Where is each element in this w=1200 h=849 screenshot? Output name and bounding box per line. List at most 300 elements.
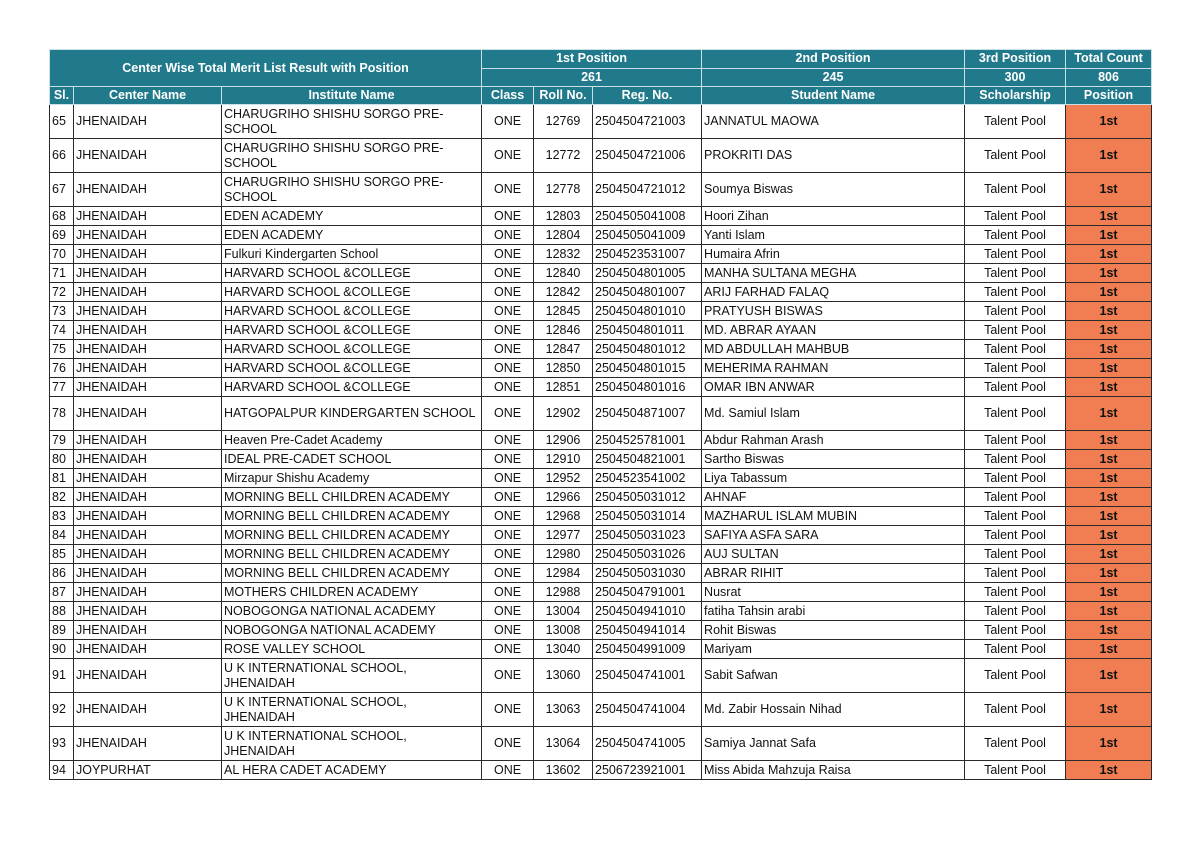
table-row <box>50 264 1152 283</box>
group-1st-position-count: 261 <box>482 68 702 87</box>
table-row <box>50 302 1152 321</box>
position-badge: 1st <box>1066 640 1152 659</box>
student-name: Humaira Afrin <box>702 245 965 264</box>
center-name: JHENAIDAH <box>74 469 222 488</box>
registration-number: 2504504801007 <box>593 283 702 302</box>
student-name: Sabit Safwan <box>702 659 965 693</box>
institute-name: HARVARD SCHOOL &COLLEGE <box>222 283 482 302</box>
student-name: Liya Tabassum <box>702 469 965 488</box>
institute-name: MORNING BELL CHILDREN ACADEMY <box>222 488 482 507</box>
class: ONE <box>482 526 534 545</box>
serial-number: 75 <box>50 340 74 359</box>
class: ONE <box>482 545 534 564</box>
serial-number: 91 <box>50 659 74 693</box>
roll-number: 12842 <box>534 283 593 302</box>
column-header-sl: Sl. <box>50 87 74 105</box>
roll-number: 12845 <box>534 302 593 321</box>
registration-number: 2504504801015 <box>593 359 702 378</box>
scholarship: Talent Pool <box>965 283 1066 302</box>
center-name: JHENAIDAH <box>74 564 222 583</box>
registration-number: 2504504821001 <box>593 450 702 469</box>
scholarship: Talent Pool <box>965 302 1066 321</box>
student-name: PROKRITI DAS <box>702 139 965 173</box>
center-name: JHENAIDAH <box>74 173 222 207</box>
student-name: AHNAF <box>702 488 965 507</box>
column-header-position: Position <box>1066 87 1152 105</box>
registration-number: 2504504801016 <box>593 378 702 397</box>
center-name: JHENAIDAH <box>74 640 222 659</box>
scholarship: Talent Pool <box>965 359 1066 378</box>
serial-number: 72 <box>50 283 74 302</box>
position-badge: 1st <box>1066 431 1152 450</box>
serial-number: 76 <box>50 359 74 378</box>
class: ONE <box>482 507 534 526</box>
roll-number: 12910 <box>534 450 593 469</box>
institute-name: U K INTERNATIONAL SCHOOL, JHENAIDAH <box>222 693 482 727</box>
institute-name: MORNING BELL CHILDREN ACADEMY <box>222 564 482 583</box>
serial-number: 65 <box>50 105 74 139</box>
serial-number: 94 <box>50 761 74 780</box>
scholarship: Talent Pool <box>965 545 1066 564</box>
position-badge: 1st <box>1066 321 1152 340</box>
institute-name: HARVARD SCHOOL &COLLEGE <box>222 359 482 378</box>
scholarship: Talent Pool <box>965 321 1066 340</box>
serial-number: 66 <box>50 139 74 173</box>
table-row <box>50 761 1152 780</box>
position-badge: 1st <box>1066 340 1152 359</box>
table-row <box>50 659 1152 693</box>
registration-number: 2504504991009 <box>593 640 702 659</box>
registration-number: 2504504801005 <box>593 264 702 283</box>
serial-number: 82 <box>50 488 74 507</box>
table-row <box>50 173 1152 207</box>
student-name: Samiya Jannat Safa <box>702 727 965 761</box>
table-row <box>50 359 1152 378</box>
position-badge: 1st <box>1066 761 1152 780</box>
center-name: JHENAIDAH <box>74 693 222 727</box>
class: ONE <box>482 283 534 302</box>
class: ONE <box>482 564 534 583</box>
scholarship: Talent Pool <box>965 431 1066 450</box>
institute-name: HATGOPALPUR KINDERGARTEN SCHOOL <box>222 397 482 431</box>
center-name: JHENAIDAH <box>74 340 222 359</box>
serial-number: 78 <box>50 397 74 431</box>
class: ONE <box>482 105 534 139</box>
scholarship: Talent Pool <box>965 583 1066 602</box>
roll-number: 12803 <box>534 207 593 226</box>
registration-number: 2504504801012 <box>593 340 702 359</box>
table-row <box>50 602 1152 621</box>
class: ONE <box>482 378 534 397</box>
scholarship: Talent Pool <box>965 693 1066 727</box>
institute-name: NOBOGONGA NATIONAL ACADEMY <box>222 621 482 640</box>
roll-number: 12850 <box>534 359 593 378</box>
center-name: JHENAIDAH <box>74 139 222 173</box>
registration-number: 2504504801010 <box>593 302 702 321</box>
roll-number: 12804 <box>534 226 593 245</box>
institute-name: ROSE VALLEY SCHOOL <box>222 640 482 659</box>
position-badge: 1st <box>1066 283 1152 302</box>
roll-number: 12968 <box>534 507 593 526</box>
roll-number: 12984 <box>534 564 593 583</box>
registration-number: 2504525781001 <box>593 431 702 450</box>
center-name: JHENAIDAH <box>74 431 222 450</box>
student-name: JANNATUL MAOWA <box>702 105 965 139</box>
registration-number: 2504504741005 <box>593 727 702 761</box>
scholarship: Talent Pool <box>965 761 1066 780</box>
student-name: Mariyam <box>702 640 965 659</box>
position-badge: 1st <box>1066 264 1152 283</box>
institute-name: AL HERA CADET ACADEMY <box>222 761 482 780</box>
class: ONE <box>482 321 534 340</box>
position-badge: 1st <box>1066 105 1152 139</box>
student-name: Abdur Rahman Arash <box>702 431 965 450</box>
group-3rd-position-count: 300 <box>965 68 1066 87</box>
table-row <box>50 583 1152 602</box>
serial-number: 67 <box>50 173 74 207</box>
table-row <box>50 469 1152 488</box>
table-row <box>50 105 1152 139</box>
serial-number: 93 <box>50 727 74 761</box>
scholarship: Talent Pool <box>965 659 1066 693</box>
student-name: ABRAR RIHIT <box>702 564 965 583</box>
scholarship: Talent Pool <box>965 264 1066 283</box>
institute-name: HARVARD SCHOOL &COLLEGE <box>222 264 482 283</box>
column-header-roll-no: Roll No. <box>534 87 593 105</box>
table-row <box>50 378 1152 397</box>
serial-number: 69 <box>50 226 74 245</box>
center-name: JHENAIDAH <box>74 727 222 761</box>
institute-name: MORNING BELL CHILDREN ACADEMY <box>222 545 482 564</box>
column-header-institute-name: Institute Name <box>222 87 482 105</box>
roll-number: 12769 <box>534 105 593 139</box>
merit-rows <box>50 105 1152 780</box>
institute-name: CHARUGRIHO SHISHU SORGO PRE-SCHOOL <box>222 173 482 207</box>
position-badge: 1st <box>1066 564 1152 583</box>
column-header-class: Class <box>482 87 534 105</box>
registration-number: 2504504721003 <box>593 105 702 139</box>
group-1st-position-label: 1st Position <box>482 50 702 69</box>
class: ONE <box>482 583 534 602</box>
center-name: JHENAIDAH <box>74 207 222 226</box>
registration-number: 2504504721006 <box>593 139 702 173</box>
student-name: Hoori Zihan <box>702 207 965 226</box>
center-name: JHENAIDAH <box>74 226 222 245</box>
scholarship: Talent Pool <box>965 245 1066 264</box>
center-name: JHENAIDAH <box>74 321 222 340</box>
center-name: JHENAIDAH <box>74 302 222 321</box>
center-name: JHENAIDAH <box>74 450 222 469</box>
table-row <box>50 488 1152 507</box>
center-name: JHENAIDAH <box>74 659 222 693</box>
student-name: Rohit Biswas <box>702 621 965 640</box>
center-name: JOYPURHAT <box>74 761 222 780</box>
column-header-scholarship: Scholarship <box>965 87 1066 105</box>
group-total-count-value: 806 <box>1066 68 1152 87</box>
center-name: JHENAIDAH <box>74 378 222 397</box>
position-badge: 1st <box>1066 450 1152 469</box>
institute-name: HARVARD SCHOOL &COLLEGE <box>222 378 482 397</box>
table-row <box>50 727 1152 761</box>
table-row <box>50 139 1152 173</box>
center-name: JHENAIDAH <box>74 583 222 602</box>
student-name: Soumya Biswas <box>702 173 965 207</box>
scholarship: Talent Pool <box>965 173 1066 207</box>
merit-list-table <box>49 49 1152 780</box>
scholarship: Talent Pool <box>965 564 1066 583</box>
institute-name: EDEN ACADEMY <box>222 207 482 226</box>
roll-number: 13060 <box>534 659 593 693</box>
serial-number: 80 <box>50 450 74 469</box>
class: ONE <box>482 207 534 226</box>
column-header-reg-no: Reg. No. <box>593 87 702 105</box>
class: ONE <box>482 621 534 640</box>
table-row <box>50 450 1152 469</box>
position-badge: 1st <box>1066 139 1152 173</box>
table-row <box>50 526 1152 545</box>
table-row <box>50 226 1152 245</box>
table-row <box>50 621 1152 640</box>
group-3rd-position-label: 3rd Position <box>965 50 1066 69</box>
registration-number: 2504504721012 <box>593 173 702 207</box>
student-name: OMAR IBN ANWAR <box>702 378 965 397</box>
table-row <box>50 397 1152 431</box>
position-badge: 1st <box>1066 302 1152 321</box>
serial-number: 85 <box>50 545 74 564</box>
scholarship: Talent Pool <box>965 507 1066 526</box>
class: ONE <box>482 469 534 488</box>
class: ONE <box>482 139 534 173</box>
registration-number: 2504505031023 <box>593 526 702 545</box>
institute-name: CHARUGRIHO SHISHU SORGO PRE-SCHOOL <box>222 139 482 173</box>
scholarship: Talent Pool <box>965 727 1066 761</box>
serial-number: 86 <box>50 564 74 583</box>
student-name: Md. Samiul Islam <box>702 397 965 431</box>
report-title: Center Wise Total Merit List Result with Position <box>50 50 482 87</box>
serial-number: 92 <box>50 693 74 727</box>
class: ONE <box>482 431 534 450</box>
institute-name: HARVARD SCHOOL &COLLEGE <box>222 340 482 359</box>
scholarship: Talent Pool <box>965 207 1066 226</box>
roll-number: 13064 <box>534 727 593 761</box>
column-header-center-name: Center Name <box>74 87 222 105</box>
roll-number: 12772 <box>534 139 593 173</box>
roll-number: 13004 <box>534 602 593 621</box>
roll-number: 12966 <box>534 488 593 507</box>
center-name: JHENAIDAH <box>74 602 222 621</box>
table-row <box>50 693 1152 727</box>
position-badge: 1st <box>1066 602 1152 621</box>
column-header-student-name: Student Name <box>702 87 965 105</box>
position-badge: 1st <box>1066 207 1152 226</box>
class: ONE <box>482 488 534 507</box>
center-name: JHENAIDAH <box>74 526 222 545</box>
position-badge: 1st <box>1066 226 1152 245</box>
student-name: MD. ABRAR AYAAN <box>702 321 965 340</box>
position-badge: 1st <box>1066 173 1152 207</box>
student-name: AUJ SULTAN <box>702 545 965 564</box>
registration-number: 2504504741004 <box>593 693 702 727</box>
registration-number: 2504505031026 <box>593 545 702 564</box>
student-name: Sartho Biswas <box>702 450 965 469</box>
institute-name: CHARUGRIHO SHISHU SORGO PRE-SCHOOL <box>222 105 482 139</box>
table-row <box>50 283 1152 302</box>
class: ONE <box>482 397 534 431</box>
serial-number: 70 <box>50 245 74 264</box>
scholarship: Talent Pool <box>965 488 1066 507</box>
class: ONE <box>482 727 534 761</box>
student-name: Yanti Islam <box>702 226 965 245</box>
table-row <box>50 564 1152 583</box>
class: ONE <box>482 602 534 621</box>
roll-number: 13063 <box>534 693 593 727</box>
registration-number: 2504523541002 <box>593 469 702 488</box>
serial-number: 84 <box>50 526 74 545</box>
registration-number: 2504504941014 <box>593 621 702 640</box>
class: ONE <box>482 173 534 207</box>
position-badge: 1st <box>1066 659 1152 693</box>
scholarship: Talent Pool <box>965 378 1066 397</box>
serial-number: 77 <box>50 378 74 397</box>
registration-number: 2504523531007 <box>593 245 702 264</box>
group-total-count-label: Total Count <box>1066 50 1152 69</box>
registration-number: 2504505031030 <box>593 564 702 583</box>
roll-number: 13602 <box>534 761 593 780</box>
roll-number: 12980 <box>534 545 593 564</box>
student-name: fatiha Tahsin arabi <box>702 602 965 621</box>
student-name: Miss Abida Mahzuja Raisa <box>702 761 965 780</box>
class: ONE <box>482 640 534 659</box>
table-row <box>50 545 1152 564</box>
class: ONE <box>482 659 534 693</box>
roll-number: 12906 <box>534 431 593 450</box>
scholarship: Talent Pool <box>965 450 1066 469</box>
table-row <box>50 207 1152 226</box>
serial-number: 87 <box>50 583 74 602</box>
class: ONE <box>482 245 534 264</box>
serial-number: 89 <box>50 621 74 640</box>
table-row <box>50 640 1152 659</box>
roll-number: 12952 <box>534 469 593 488</box>
center-name: JHENAIDAH <box>74 507 222 526</box>
table-row <box>50 340 1152 359</box>
serial-number: 88 <box>50 602 74 621</box>
center-name: JHENAIDAH <box>74 264 222 283</box>
position-badge: 1st <box>1066 526 1152 545</box>
roll-number: 12832 <box>534 245 593 264</box>
scholarship: Talent Pool <box>965 526 1066 545</box>
scholarship: Talent Pool <box>965 469 1066 488</box>
institute-name: Heaven Pre-Cadet Academy <box>222 431 482 450</box>
center-name: JHENAIDAH <box>74 105 222 139</box>
position-badge: 1st <box>1066 545 1152 564</box>
center-name: JHENAIDAH <box>74 488 222 507</box>
class: ONE <box>482 693 534 727</box>
institute-name: U K INTERNATIONAL SCHOOL, JHENAIDAH <box>222 659 482 693</box>
table-row <box>50 431 1152 450</box>
serial-number: 90 <box>50 640 74 659</box>
position-badge: 1st <box>1066 488 1152 507</box>
scholarship: Talent Pool <box>965 621 1066 640</box>
institute-name: MORNING BELL CHILDREN ACADEMY <box>222 526 482 545</box>
registration-number: 2504505031012 <box>593 488 702 507</box>
roll-number: 12840 <box>534 264 593 283</box>
serial-number: 81 <box>50 469 74 488</box>
position-badge: 1st <box>1066 583 1152 602</box>
table-row <box>50 321 1152 340</box>
roll-number: 12847 <box>534 340 593 359</box>
institute-name: NOBOGONGA NATIONAL ACADEMY <box>222 602 482 621</box>
registration-number: 2504504741001 <box>593 659 702 693</box>
serial-number: 74 <box>50 321 74 340</box>
group-2nd-position-count: 245 <box>702 68 965 87</box>
student-name: PRATYUSH BISWAS <box>702 302 965 321</box>
position-badge: 1st <box>1066 245 1152 264</box>
institute-name: Mirzapur Shishu Academy <box>222 469 482 488</box>
registration-number: 2504504801011 <box>593 321 702 340</box>
registration-number: 2504505031014 <box>593 507 702 526</box>
center-name: JHENAIDAH <box>74 397 222 431</box>
roll-number: 13008 <box>534 621 593 640</box>
student-name: Nusrat <box>702 583 965 602</box>
registration-number: 2504504871007 <box>593 397 702 431</box>
student-name: MANHA SULTANA MEGHA <box>702 264 965 283</box>
roll-number: 12977 <box>534 526 593 545</box>
class: ONE <box>482 450 534 469</box>
serial-number: 68 <box>50 207 74 226</box>
institute-name: U K INTERNATIONAL SCHOOL, JHENAIDAH <box>222 727 482 761</box>
institute-name: IDEAL PRE-CADET SCHOOL <box>222 450 482 469</box>
table-row <box>50 507 1152 526</box>
center-name: JHENAIDAH <box>74 359 222 378</box>
center-name: JHENAIDAH <box>74 621 222 640</box>
registration-number: 2504505041008 <box>593 207 702 226</box>
scholarship: Talent Pool <box>965 397 1066 431</box>
roll-number: 12902 <box>534 397 593 431</box>
position-badge: 1st <box>1066 727 1152 761</box>
center-name: JHENAIDAH <box>74 283 222 302</box>
class: ONE <box>482 226 534 245</box>
center-name: JHENAIDAH <box>74 245 222 264</box>
student-name: Md. Zabir Hossain Nihad <box>702 693 965 727</box>
serial-number: 83 <box>50 507 74 526</box>
roll-number: 12851 <box>534 378 593 397</box>
position-badge: 1st <box>1066 621 1152 640</box>
institute-name: HARVARD SCHOOL &COLLEGE <box>222 302 482 321</box>
institute-name: HARVARD SCHOOL &COLLEGE <box>222 321 482 340</box>
table-row <box>50 245 1152 264</box>
position-badge: 1st <box>1066 507 1152 526</box>
serial-number: 73 <box>50 302 74 321</box>
class: ONE <box>482 302 534 321</box>
institute-name: MORNING BELL CHILDREN ACADEMY <box>222 507 482 526</box>
position-badge: 1st <box>1066 469 1152 488</box>
position-badge: 1st <box>1066 378 1152 397</box>
institute-name: EDEN ACADEMY <box>222 226 482 245</box>
position-badge: 1st <box>1066 397 1152 431</box>
institute-name: Fulkuri Kindergarten School <box>222 245 482 264</box>
roll-number: 12846 <box>534 321 593 340</box>
class: ONE <box>482 761 534 780</box>
roll-number: 12988 <box>534 583 593 602</box>
serial-number: 71 <box>50 264 74 283</box>
scholarship: Talent Pool <box>965 226 1066 245</box>
roll-number: 12778 <box>534 173 593 207</box>
registration-number: 2504505041009 <box>593 226 702 245</box>
institute-name: MOTHERS CHILDREN ACADEMY <box>222 583 482 602</box>
roll-number: 13040 <box>534 640 593 659</box>
class: ONE <box>482 359 534 378</box>
